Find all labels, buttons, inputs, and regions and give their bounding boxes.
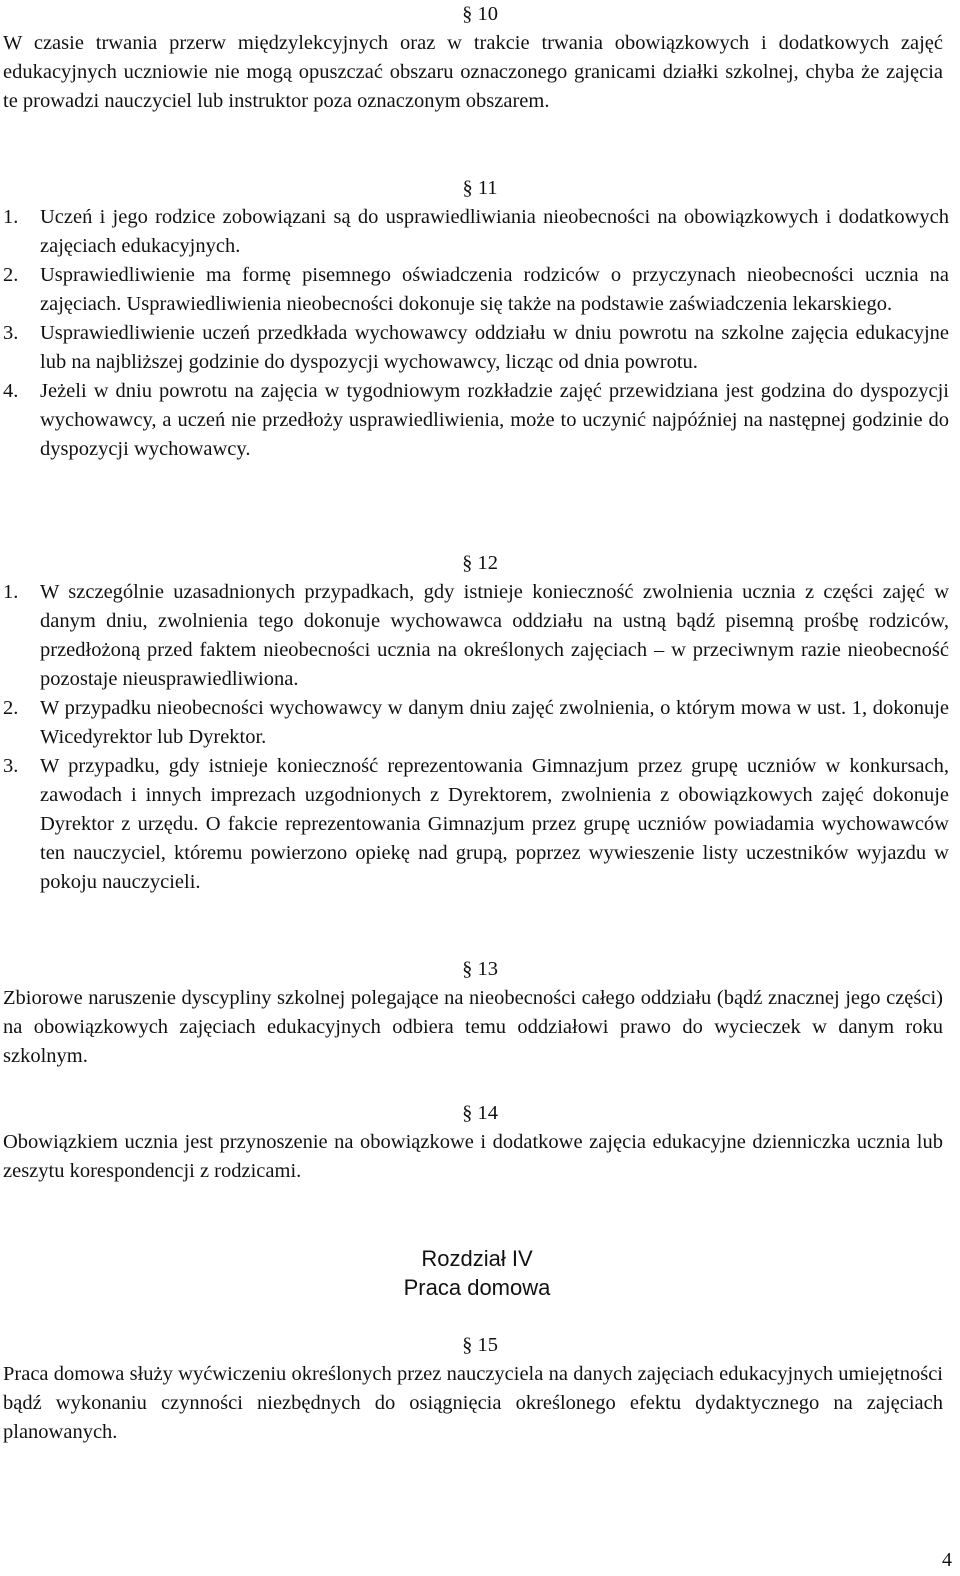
list-item bbox=[3, 578, 949, 694]
list-item bbox=[3, 377, 949, 464]
section-heading-11: § 11 bbox=[462, 177, 498, 199]
chapter-title: Praca domowa bbox=[403, 1275, 551, 1300]
list-item-text: Jeżeli w dniu powrotu na zajęcia w tygodniowym rozkładzie zajęć przewidziana jest godzina do dyspozycji wychowawcy, a uczeń nie przedłoży usprawiedliwienia, może to uczynić najpóźniej na następnej godzinie do dyspozycji wychowawcy. bbox=[40, 380, 949, 460]
list-item bbox=[3, 261, 949, 319]
list-item-text: Usprawiedliwienie uczeń przedkłada wychowawcy oddziału w dniu powrotu na szkolne zajęcia edukacyjne lub na najbliższej godzinie do dyspozycji wychowawcy, licząc od dnia powrotu. bbox=[40, 322, 949, 373]
section-heading-12: § 12 bbox=[462, 552, 498, 574]
section-14-paragraph: Obowiązkiem ucznia jest przynoszenie na obowiązkowe i dodatkowe zajęcia edukacyjne dzienniczka ucznia lub zeszytu korespondencji z rodzicami. bbox=[3, 1131, 943, 1182]
list-item bbox=[3, 694, 949, 752]
list-item-text: W przypadku nieobecności wychowawcy w danym dniu zajęć zwolnienia, o którym mowa w ust. 1, dokonuje Wicedyrektor lub Dyrektor. bbox=[40, 697, 949, 748]
chapter-number: Rozdział IV bbox=[421, 1246, 533, 1271]
section-13-paragraph: Zbiorowe naruszenie dyscypliny szkolnej polegające na nieobecności całego oddziału (bądź znacznej jego części) na obowiązkowych zajęciach edukacyjnych odbiera temu oddziałowi prawo do wycieczek w danym roku szkolnym. bbox=[3, 987, 943, 1067]
list-item-number: 2. bbox=[3, 697, 19, 719]
list-item-number: 3. bbox=[3, 755, 19, 777]
section-heading-13: § 13 bbox=[462, 958, 498, 980]
section-12-list bbox=[3, 578, 949, 897]
list-item-text: Uczeń i jego rodzice zobowiązani są do usprawiedliwiania nieobecności na obowiązkowych i dodatkowych zajęciach edukacyjnych. bbox=[40, 206, 949, 257]
list-item-number: 3. bbox=[3, 322, 19, 344]
section-heading-15: § 15 bbox=[462, 1334, 498, 1356]
list-item-text: W przypadku, gdy istnieje konieczność reprezentowania Gimnazjum przez grupę uczniów w konkursach, zawodach i innych imprezach uzgodnionych z Dyrektorem, zwolnienia z obowiązkowych zajęć dokonuje Dyrektor z urzędu. O fakcie reprezentowania Gimnazjum przez grupę uczniów powiadamia wychowawców ten nauczyciel, któremu powierzono opiekę nad grupą, poprzez wywieszenie listy uczestników wyjazdu w pokoju nauczycieli. bbox=[40, 755, 949, 893]
list-item-text: W szczególnie uzasadnionych przypadkach, gdy istnieje konieczność zwolnienia ucznia z części zajęć w danym dniu, zwolnienia tego dokonuje wychowawca oddziału na ustną bądź pisemną prośbę rodziców, przedłożoną przed faktem nieobecności ucznia na określonych zajęciach – w przeciwnym razie nieobecność pozostaje nieusprawiedliwiona. bbox=[40, 581, 949, 690]
list-item-number: 4. bbox=[3, 380, 19, 402]
list-item-number: 2. bbox=[3, 264, 19, 286]
list-item-number: 1. bbox=[3, 206, 19, 228]
section-15-paragraph: Praca domowa służy wyćwiczeniu określonych przez nauczyciela na danych zajęciach edukacyjnych umiejętności bądź wykonaniu czynności niezbędnych do osiągnięcia określonego efektu dydaktycznego na zajęciach planowanych. bbox=[3, 1363, 943, 1443]
section-heading-10: § 10 bbox=[462, 3, 498, 25]
list-item bbox=[3, 752, 949, 897]
list-item bbox=[3, 319, 949, 377]
page-number: 4 bbox=[942, 1549, 952, 1571]
list-item bbox=[3, 203, 949, 261]
section-heading-14: § 14 bbox=[462, 1102, 498, 1124]
section-10-paragraph: W czasie trwania przerw międzylekcyjnych oraz w trakcie trwania obowiązkowych i dodatkowych zajęć edukacyjnych uczniowie nie mogą opuszczać obszaru oznaczonego granicami działki szkolnej, chyba że zajęcia te prowadzi nauczyciel lub instruktor poza oznaczonym obszarem. bbox=[3, 32, 943, 112]
section-11-list bbox=[3, 203, 949, 464]
list-item-text: Usprawiedliwienie ma formę pisemnego oświadczenia rodziców o przyczynach nieobecności ucznia na zajęciach. Usprawiedliwienia nieobecności dokonuje się także na podstawie zaświadczenia lekarskiego. bbox=[40, 264, 949, 315]
list-item-number: 1. bbox=[3, 581, 19, 603]
